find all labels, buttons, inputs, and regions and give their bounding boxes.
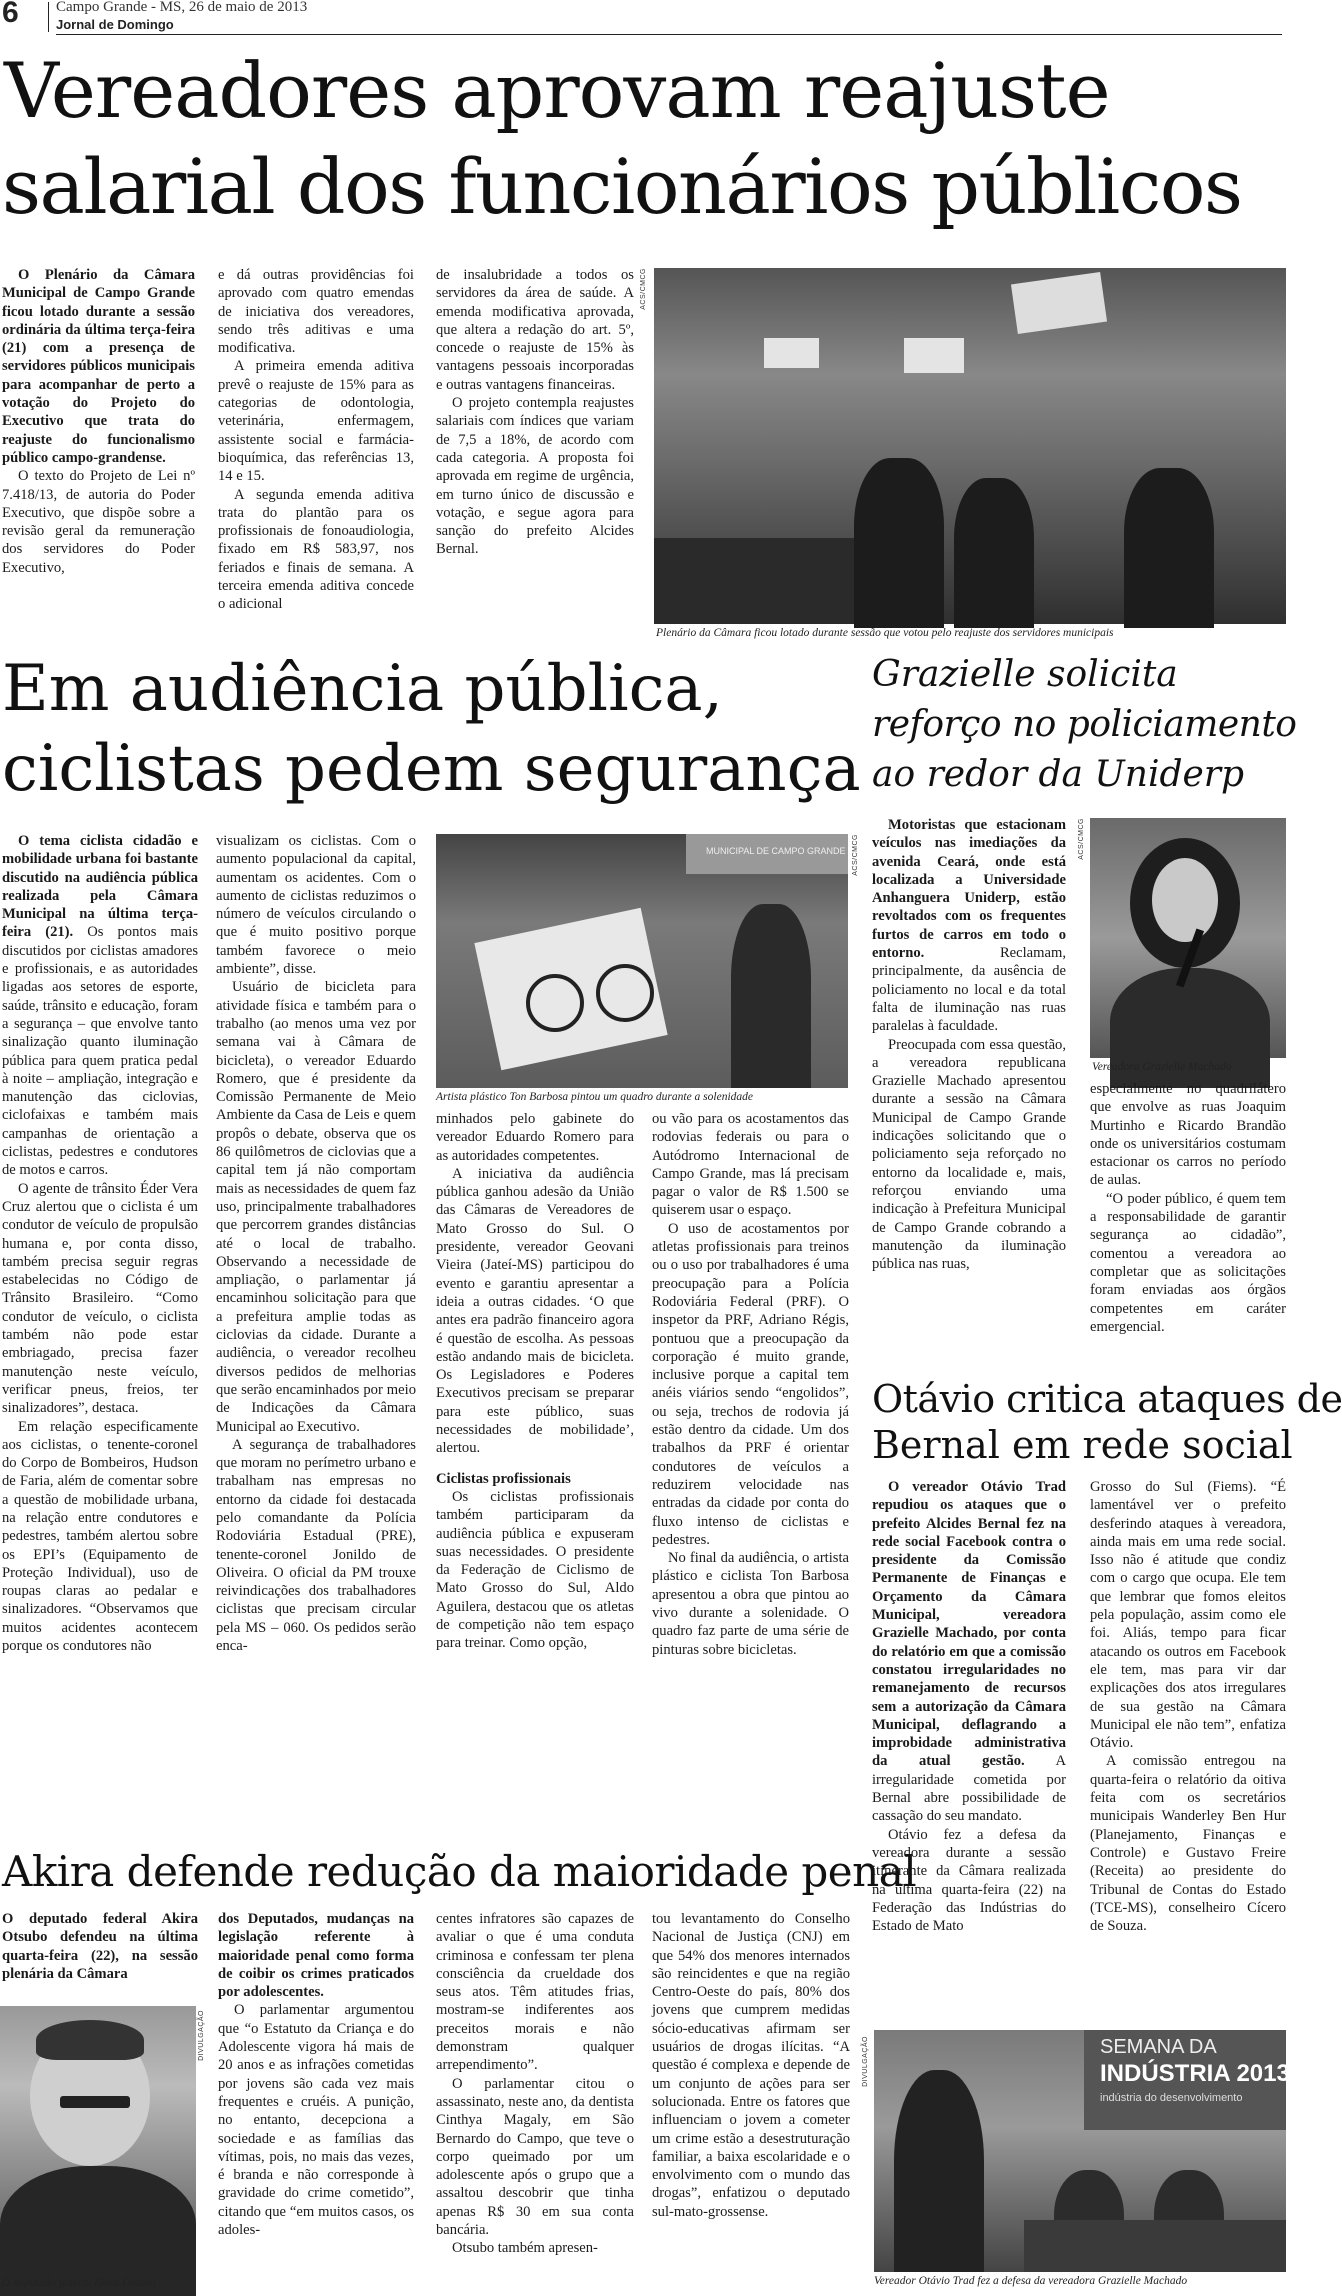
article1-paragraph: O texto do Projeto de Lei nº 7.418/13, de autoria do Poder Executivo, que dispõe sobre a revisão geral da remuneração dos servidores do Poder Executivo, [2, 468, 195, 576]
article2-photo-banner: MUNICIPAL DE CAMPO GRANDE [706, 846, 846, 856]
article2-headline-line1: Em audiência pública, [2, 652, 723, 726]
article4-caption: Vereador Otávio Trad fez a defesa da vereadora Grazielle Machado [874, 2275, 1188, 2287]
article4-banner-line1: SEMANA DA [1100, 2036, 1217, 2058]
article5-col3 [436, 1910, 634, 2258]
article4-banner-line3: indústria do desenvolvimento [1100, 2092, 1243, 2104]
article1-caption: Plenário da Câmara ficou lotado durante sessão que votou pelo reajuste dos servidores municipais [656, 627, 1114, 639]
article3-headline-line1: Grazielle solicita [872, 654, 1178, 695]
article2-col2 [216, 832, 416, 1655]
article2-photo-artist [436, 834, 848, 1088]
article2-paragraph [2, 832, 198, 1180]
article3-lead-rest: Reclamam, principalmente, da ausência de policiamento no local e da total falta de iluminação nas ruas paralelas à faculdade. [872, 945, 1066, 1035]
article2-paragraph: No final da audiência, o artista plástico e ciclista Ton Barbosa apresentou a obra que pintou ao vivo durante a solenidade. O quadro faz parte de uma série de pinturas sobre bicicletas. [652, 1550, 849, 1658]
article3-paragraph [872, 816, 1066, 1036]
article4-banner-line2: INDÚSTRIA 2013 [1100, 2060, 1290, 2087]
article5-col1 [2, 1910, 198, 1983]
article3-paragraph: especialmente no quadrilátero que envolve as ruas Joaquim Murtinho e Ricardo Brandão onde os universitários costumam estacionar os carros no período de aulas. [1090, 1081, 1286, 1189]
article5-col2 [218, 1910, 414, 2239]
article1-col2 [218, 266, 414, 614]
article4-paragraph [872, 1478, 1066, 1826]
article2-lead: O tema ciclista cidadão e mobilidade urbana foi bastante discutido na audiência pública realizada pela Câmara Municipal na última terça-feira (21). [2, 833, 198, 941]
article2-caption: Artista plástico Ton Barbosa pintou um quadro durante a solenidade [436, 1091, 754, 1103]
article2-paragraph: A segurança de trabalhadores que moram no perímetro urbano e trabalham nas empresas no entorno da cidade foi destacada pelo comandante da Polícia Rodoviária Estadual (PRE), tenente-coronel Jonildo de Oliveira. O oficial da PM trouxe reivindicações dos trabalhadores ciclistas que precisam circular pela MS – 060. Os pedidos serão enca- [216, 1436, 416, 1655]
article5-paragraph: tou levantamento do Conselho Nacional de Justiça (CNJ) em que 54% dos menores internados são reincidentes e que na região Centro-Oeste do país, 80% dos jovens que cumprem medidas sócio-educativas afirmam ser usuários de drogas ilícitas. “A questão é complexa e depende de um conjunto de ações para ser solucionada. Entre os fatores que influenciam o jovem a cometer um crime estão a desestruturação familiar, a baixa escolaridade e o envolvimento com o mundo das drogas”, enfatizou o deputado sul-mato-grossense. [652, 1911, 850, 2220]
article2-paragraph: Usuário de bicicleta para atividade física e também para o trabalho (ao menos uma vez por semana vai à Câmara de bicicleta), o vereador Eduardo Romero, que é presidente da Comissão Permanente de Meio Ambiente da Casa de Leis e quem propôs o debate, observa que os 86 quilômetros de ciclovias que a capital tem já não comportam mais as necessidades de quem faz uso, principalmente trabalhadores que percorrem grandes distâncias até o local de trabalho. Observando a necessidade de ampliação, o parlamentar já encaminhou solicitação para que a prefeitura amplie todas as ciclovias da cidade. Durante a audiência, o vereador recolheu diversos pedidos de melhorias que serão encaminhados por meio de Indicações da Câmara Municipal ao Executivo. [216, 979, 416, 1435]
article4-lead-rest: A irregularidade cometida por Bernal abre possibilidade de cassação do seu mandato. [872, 1753, 1066, 1825]
article1-col3 [436, 266, 634, 559]
article4-photo-credit: DIVULGAÇÃO [862, 2036, 869, 2087]
article5-col4 [652, 1910, 850, 2221]
article3-headline-line3: ao redor da Uniderp [872, 754, 1245, 795]
article1-paragraph: A segunda emenda aditiva trata do plantão para os profissionais de fonoaudiologia, fixado em R$ 583,97, nos feriados e finais de semana. A terceira emenda aditiva concede o adicional [218, 486, 414, 613]
article2-lead-rest: Os pontos mais discutidos por ciclistas amadores e profissionais, e as autoridades ligadas aos setores de esporte, saúde, trânsito e educação, foram a segurança – que envolve tanto sinalização quanto iluminação pública para quem pratica pedal à noite – ampliação, integração e manutenção das ciclovias, ciclofaixas e também mais campanhas de orientação a ciclistas, pedestres e condutores de motos e carros. [2, 924, 198, 1179]
article4-paragraph: Grosso do Sul (Fiems). “É lamentável ver o prefeito desferindo ataques à vereadora, ainda mais em uma rede social. Isso não é atitude que condiz com o cargo que ocupa. Ele tem que lembrar que fomos eleitos pela população, assim como ele foi. Aliás, tempo para ficar atacando os outros em Facebook ele tem, mas para vir dar explicações dos atos irregulares de sua gestão na Câmara Municipal ele não tem”, enfatiza Otávio. [1090, 1479, 1286, 1752]
article3-photo-grazielle [1090, 818, 1286, 1058]
article1-headline-line2: salarial dos funcionários públicos [2, 142, 1242, 231]
article3-photo-credit: ACS/CMCG [1078, 818, 1085, 860]
article2-paragraph: O uso de acostamentos por atletas profissionais para treinos ou o uso por trabalhadores é uma preocupação para a Polícia Rodoviária Federal (PRF). O inspetor da PRF, Adriano Régis, pontuou que a preocupação da corporação é muito grande, inclusive porque a capital tem anéis viários sendo “engolidos”, ou seja, trechos de rodovia já estão dentro da cidade. Um dos trabalhos da PRF é orientar condutores de veículos a reduzirem velocidade nas entradas da cidade por conta do fluxo intenso de ciclistas e pedestres. [652, 1220, 849, 1548]
article4-paragraph: Otávio fez a defesa da vereadora durante a sessão itinerante da Câmara realizada na última quarta-feira (22) na Federação das Indústrias do Estado de Mato [872, 1826, 1066, 1935]
article2-col1 [2, 832, 198, 1655]
article5-paragraph: O parlamentar citou o assassinato, neste ano, da dentista Cinthya Magaly, em São Bernardo do Campo, que teve o corpo queimado por um adolescente após o grupo que a assaltou descobrir que tinha apenas R$ 30 em sua conta bancária. [436, 2075, 634, 2239]
article2-col3 [436, 1110, 634, 1653]
article2-paragraph: minhados pelo gabinete do vereador Eduardo Romero para as autoridades competentes. [436, 1111, 634, 1164]
article3-paragraph: Preocupada com essa questão, a vereadora republicana Grazielle Machado apresentou durante a sessão na Câmara Municipal de Campo Grande indicações solicitando que o policiamento seja reforçado no entorno da localidade e, mais, reforçou enviando uma indicação à Prefeitura Municipal de Campo Grande cobrando a manutenção da iluminação pública nas ruas, [872, 1036, 1066, 1273]
article1-headline-line1: Vereadores aprovam reajuste [4, 46, 1110, 135]
article3-caption: Vereadora Grazielle Machado [1092, 1061, 1232, 1073]
article3-headline-line2: reforço no policiamento [872, 704, 1297, 745]
article3-lead: Motoristas que estacionam veículos nas imediações da avenida Ceará, onde está localizada a Universidade Anhanguera Uniderp, estão revoltados com os frequentes furtos de carros em todo o entorno. [872, 817, 1066, 962]
article2-paragraph: A iniciativa da audiência pública ganhou adesão da União das Câmaras de Vereadores de Mato Grosso do Sul. O presidente, vereador Geovani Vieira (Jateí-MS) participou do evento e garantiu apresentar a ideia a outras cidades. ‘O que antes era padrão financeiro agora é questão de escolha. As pessoas estão andando mais de bicicleta. Os Legisladores e Poderes Executivos precisam se preparar para este público, suas necessidades de mobilidade’, alertou. [436, 1165, 634, 1457]
article4-headline-line2: Bernal em rede social [872, 1423, 1293, 1467]
article1-col1 [2, 266, 195, 577]
article1-paragraph: A primeira emenda aditiva prevê o reajuste de 15% para as categorias de odontologia, veterinária, enfermagem, assistente social e farmácia-bioquímica, das referências 13, 14 e 15. [218, 358, 414, 485]
article1-lead: O Plenário da Câmara Municipal de Campo Grande ficou lotado durante a sessão ordinária da última terça-feira (21) com a presença de servidores públicos municipais para acompanhar de perto a votação do Projeto do Executivo que trata do reajuste do funcionalismo público campo-grandense. [2, 267, 195, 466]
article2-subhead: Ciclistas profissionais [436, 1470, 571, 1487]
article3-col1 [872, 816, 1066, 1273]
article1-paragraph: O projeto contempla reajustes salariais com índices que variam de 7,5 a 18%, de acordo com cada categoria. A proposta foi aprovada em regime de urgência, em turno único de discussão e votação, e segue agora para sanção do prefeito Alcides Bernal. [436, 395, 634, 558]
article3-paragraph: “O poder público, é quem tem a responsabilidade de garantir segurança ao cidadão”, comentou a vereadora ao completar que as solicitações foram enviadas aos órgãos competentes em caráter emergencial. [1090, 1190, 1286, 1335]
article1-paragraph: e dá outras providências foi aprovado com quatro emendas de iniciativa dos vereadores, sendo três aditivas e uma modificativa. [218, 267, 414, 357]
article2-paragraph: ou vão para os acostamentos das rodovias federais ou para o Autódromo Internacional de Campo Grande, mas lá precisam pagar o valor de R$ 1.500 se quiserem usar o espaço. [652, 1111, 849, 1219]
article2-paragraph: O agente de trânsito Éder Vera Cruz alertou que o ciclista é um condutor de veículo de propulsão humana e, por conta disso, também precisa seguir regras estabelecidas no Código de Trânsito Brasileiro. “Como condutor de veículo, o ciclista também não pode estar embriagado, precisa fazer manutenção neste veículo, verificar pneus, freios, ter sinalizadores”, destaca. [2, 1180, 198, 1417]
article2-paragraph: visualizam os ciclistas. Com o aumento populacional da capital, aumentam os acidentes. Com o aumento de ciclistas reduzimos o número de veículos circulando o que é muito positivo porque também favorece o meio ambiente”, disse. [216, 833, 416, 978]
page-header [0, 0, 1286, 40]
article5-lead-continued: dos Deputados, mudanças na legislação referente à maioridade penal como forma de coibir os crimes praticados por adolescentes. [218, 1911, 414, 2001]
article5-photo-akira [0, 2006, 196, 2274]
header-rule [56, 34, 1282, 35]
article2-headline-line2: ciclistas pedem segurança [2, 732, 861, 806]
article2-paragraph: Em relação especificamente aos ciclistas, o tenente-coronel do Corpo de Bombeiros, Hudson de Faria, além de comentar sobre a questão de mobilidade urbana, na relação entre condutores e pedestres, também alertou sobre os EPI’s (Equipamento de Proteção Individual), uso de roupas claras ao pedalar e sinalizadores. “Observamos que muitos acidentes acontecem porque os condutores não [2, 1418, 198, 1655]
article1-paragraph: de insalubridade a todos os servidores da área de saúde. A emenda modificativa aprovada, que altera a redação do art. 5º, concede o reajuste de 15% às vantagens pessoais incorporadas e outras vantagens financeiras. [436, 267, 634, 393]
article4-lead: O vereador Otávio Trad repudiou os ataques que o prefeito Alcides Bernal fez na rede social Facebook contra o presidente da Comissão Permanente de Finanças e Orçamento da Câmara Municipal, vereadora Grazielle Machado, por conta do relatório em que a comissão constatou irregularidades no remanejamento de recursos sem a autorização da Câmara Municipal, deflagrando a improbidade administrativa da atual gestão. [872, 1479, 1066, 1770]
article2-col4 [652, 1110, 849, 1659]
page-number: 6 [2, 0, 19, 29]
header-location-date: Campo Grande - MS, 26 de maio de 2013 [56, 0, 308, 15]
article3-col2 [1090, 1080, 1286, 1336]
article5-headline: Akira defende redução da maioridade penal [2, 1847, 917, 1896]
article5-paragraph: centes infratores são capazes de avaliar o que é uma conduta criminosa e confessam ter plena consciência da crueldade dos seus atos. Têm atitudes frias, mostram-se indiferentes aos preceitos morais e não demonstram qualquer arrependimento”. [436, 1911, 634, 2074]
article5-caption: O deputado federal Akira Otsubo [2, 2277, 156, 2289]
header-vertical-rule [48, 2, 49, 32]
article1-photo-plenary [654, 268, 1286, 624]
article4-headline-line1: Otávio critica ataques de [872, 1377, 1342, 1421]
article2-photo-credit: ACS/CMCG [852, 834, 859, 876]
header-paper-name: Jornal de Domingo [56, 17, 174, 32]
article4-col2 [1090, 1478, 1286, 1935]
article4-paragraph: A comissão entregou na quarta-feira o relatório da oitiva feita com os secretários municipais Wanderley Ben Hur (Planejamento, Finanças e Controle) e Gustavo Freire (Receita) ao presidente do Tribunal de Contas do Estado (TCE-MS), conselheiro Cícero de Souza. [1090, 1753, 1286, 1935]
article5-photo-credit: DIVULGAÇÃO [198, 2010, 205, 2061]
article1-photo-credit: ACS/CMCG [640, 268, 647, 310]
article5-paragraph: O parlamentar argumentou que “o Estatuto da Criança e do Adolescente vigora há mais de 20 anos e as infrações cometidas por jovens são cada vez mais frequentes e cruéis. A punição, no entanto, decepciona a sociedade e as famílias das vítimas, pois, no mais das vezes, é branda e não corresponde à gravidade do crime cometido”, citando que “em muitos casos, os adoles- [218, 2002, 414, 2239]
article5-lead: O deputado federal Akira Otsubo defendeu na última quarta-feira (22), na sessão plenária da Câmara [2, 1911, 198, 1982]
article2-paragraph: Os ciclistas profissionais também participaram da audiência pública e expuseram suas necessidades. O presidente da Federação de Ciclismo de Mato Grosso do Sul, Aldo Aguilera, destacou que os atletas de competição não tem espaço para treinar. Como opção, [436, 1488, 634, 1652]
article5-paragraph: Otsubo também apresen- [452, 2240, 598, 2257]
article4-photo-otavio [874, 2030, 1290, 2272]
